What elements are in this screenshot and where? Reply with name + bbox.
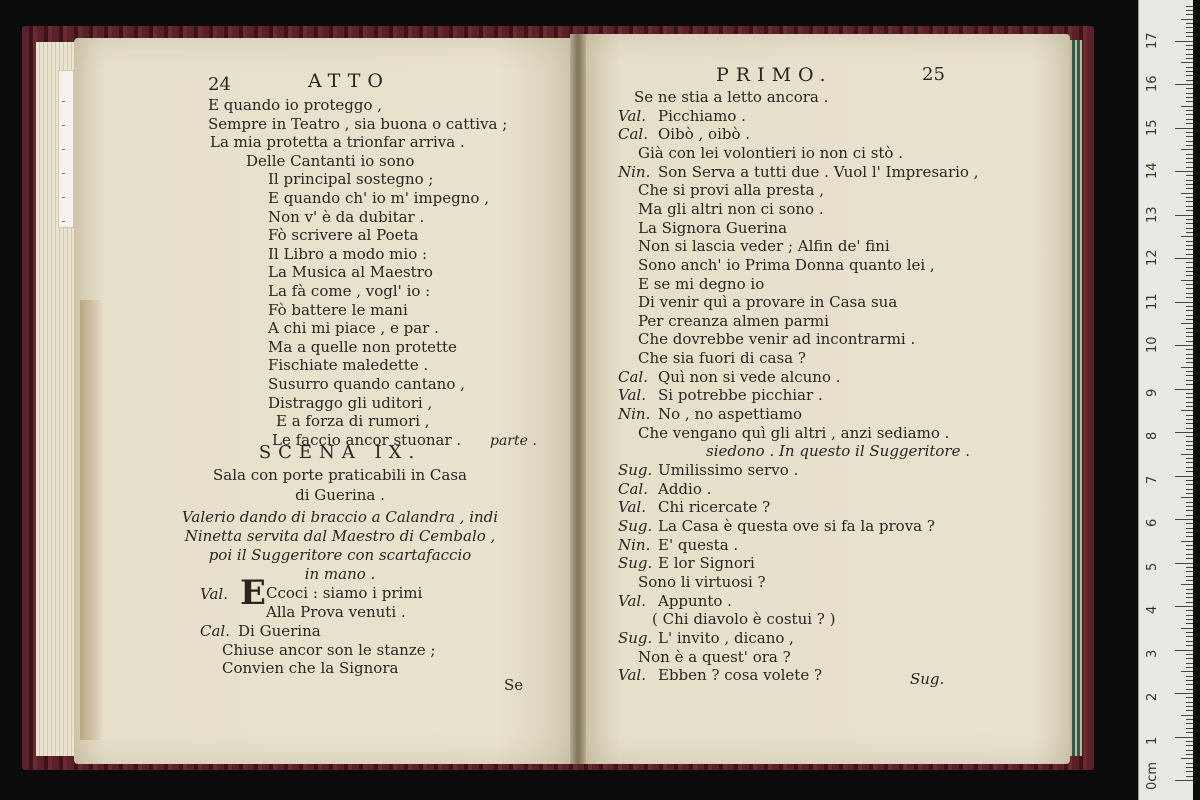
ruler-tick (1181, 367, 1193, 368)
ruler-tick (1186, 462, 1193, 463)
ruler-tick (1175, 171, 1193, 172)
ruler-tick (1186, 667, 1193, 668)
ruler-tick (1186, 32, 1193, 33)
ruler-tick (1186, 119, 1193, 120)
ruler-tick (1181, 715, 1193, 716)
ruler-tick (1186, 745, 1193, 746)
ruler-tick (1186, 767, 1193, 768)
foxing-stain (80, 300, 104, 740)
ruler-tick (1181, 410, 1193, 411)
dialogue-line: E se mi degno io (638, 274, 765, 293)
strip-tick (62, 197, 65, 198)
dialogue-line: Per creanza almen parmi (638, 311, 829, 330)
ruler-tick (1186, 315, 1193, 316)
ruler-tick (1181, 323, 1193, 324)
ruler-tick (1186, 97, 1193, 98)
dialogue-line: Ma gli altri non ci sono . (638, 199, 824, 218)
verse-line: Le faccio ancor stuonar . (272, 430, 462, 449)
ruler-tick (1186, 384, 1193, 385)
ruler-tick (1186, 510, 1193, 511)
verse-line: A chi mi piace , e par . (268, 319, 439, 338)
ruler-tick (1186, 484, 1193, 485)
dialogue-line: La Signora Guerina (638, 218, 788, 237)
dialogue-line: Son Serva a tutti due . Vuol l' Impresario , (658, 162, 979, 181)
ruler-tick (1175, 41, 1193, 42)
ruler-tick (1186, 480, 1193, 481)
stage-direction: Valerio dando di braccio a Calandra , indi (181, 508, 499, 526)
ruler-tick (1186, 471, 1193, 472)
dialogue-line: No , no aspettiamo (658, 405, 803, 424)
ruler-tick (1186, 493, 1193, 494)
verse-line: Susurro quando cantano , (268, 375, 465, 393)
ruler-tick (1181, 454, 1193, 455)
dialogue-line: Si potrebbe picchiar . (658, 386, 823, 405)
dialogue-line: Ebben ? cosa volete ? (658, 666, 823, 685)
verse-line: Ma a quelle non protette (268, 337, 457, 356)
ruler-tick (1186, 580, 1193, 581)
ruler-tick (1186, 545, 1193, 546)
verse-line: Il Libro a modo mio : (268, 244, 428, 263)
ruler-tick (1186, 6, 1193, 7)
ruler-tick (1186, 228, 1193, 229)
ruler-tick (1186, 719, 1193, 720)
verse-line: La Musica al Maestro (268, 263, 433, 282)
ruler-tick (1186, 75, 1193, 76)
ruler-tick (1186, 354, 1193, 355)
speaker-label: Cal. (618, 367, 648, 386)
running-head: PRIMO. (716, 64, 833, 86)
ruler-tick (1186, 158, 1193, 159)
ruler-tick (1186, 654, 1193, 655)
ruler-tick (1175, 650, 1193, 651)
speaker-label: Nin. (618, 405, 651, 424)
dialogue-line: Non è a quest' ora ? (638, 647, 791, 666)
dialogue-line: Che dovrebbe venir ad incontrarmi . (638, 330, 916, 349)
ruler-tick (1186, 362, 1193, 363)
dialogue-line: Umilissimo servo . (658, 461, 799, 479)
strip-tick (62, 221, 65, 222)
ruler-tick (1186, 49, 1193, 50)
dialogue-line: Se ne stia a letto ancora . (634, 88, 829, 106)
ruler-tick (1186, 576, 1193, 577)
ruler-tick (1186, 110, 1193, 111)
ruler-tick (1186, 502, 1193, 503)
verse-line: Distraggo gli uditori , (268, 393, 433, 412)
ruler-tick (1186, 623, 1193, 624)
ruler-tick (1186, 136, 1193, 137)
ruler-tick (1175, 476, 1193, 477)
ruler-tick (1186, 741, 1193, 742)
ruler-tick (1186, 254, 1193, 255)
ruler-label: 8 (1145, 431, 1160, 440)
ruler-tick (1186, 597, 1193, 598)
ruler-tick (1181, 584, 1193, 585)
ruler-tick (1186, 593, 1193, 594)
ruler-tick (1186, 467, 1193, 468)
verse-line: E quando ch' io m' impegno , (268, 189, 489, 207)
ruler-tick (1186, 336, 1193, 337)
ruler-tick (1186, 23, 1193, 24)
ruler-tick (1186, 676, 1193, 677)
ruler-label: 4 (1145, 605, 1160, 614)
catchword: Sug. (910, 670, 945, 688)
ruler-tick (1186, 132, 1193, 133)
ruler-tick (1186, 436, 1193, 437)
verse-line: E a forza di rumori , (276, 412, 430, 431)
speaker-label: Val. (618, 386, 646, 405)
ruler-label: 7 (1145, 475, 1160, 484)
ruler-label: 17 (1145, 31, 1160, 49)
ruler-tick (1186, 393, 1193, 394)
ruler-tick (1186, 101, 1193, 102)
scene-setting: Sala con porte praticabili in Casa (213, 466, 467, 484)
dialogue-line: Ccoci : siamo i primi (266, 584, 423, 602)
ruler-label: 9 (1145, 388, 1160, 397)
ruler-tick (1186, 419, 1193, 420)
ruler-label: 12 (1145, 249, 1160, 266)
ruler-tick (1186, 645, 1193, 646)
ruler-tick (1186, 88, 1193, 89)
speaker-label: Val. (618, 498, 646, 517)
ruler-tick (1175, 693, 1193, 694)
ruler-tick (1186, 706, 1193, 707)
ruler-tick (1186, 710, 1193, 711)
ruler-tick (1186, 415, 1193, 416)
ruler-tick (1175, 302, 1193, 303)
ruler-tick (1186, 141, 1193, 142)
ruler-tick (1186, 663, 1193, 664)
verse-line: E quando io proteggo , (208, 96, 383, 114)
ruler-tick (1181, 62, 1193, 63)
ruler-tick (1181, 106, 1193, 107)
ruler-tick (1175, 128, 1193, 129)
ruler-tick (1175, 780, 1193, 781)
ruler-label: 1 (1145, 736, 1160, 745)
ruler-tick (1175, 563, 1193, 564)
ruler-tick (1181, 671, 1193, 672)
ruler-tick (1186, 406, 1193, 407)
ruler-tick (1186, 441, 1193, 442)
verse-line: Fò battere le mani (268, 300, 408, 319)
dialogue-line: E lor Signori (658, 554, 755, 573)
ruler-tick (1175, 389, 1193, 390)
ruler-tick (1186, 728, 1193, 729)
strip-tick (62, 173, 65, 174)
ruler-tick (1186, 80, 1193, 81)
book-gutter (570, 34, 586, 764)
ruler-tick (1186, 262, 1193, 263)
ruler-tick (1186, 249, 1193, 250)
ruler-tick (1186, 188, 1193, 189)
ruler-label: 2 (1145, 692, 1160, 701)
ruler-tick (1186, 180, 1193, 181)
dialogue-line: La Casa è questa ove si fa la prova ? (658, 516, 935, 535)
dialogue-line: Addio . (658, 479, 712, 498)
ruler-tick (1186, 489, 1193, 490)
ruler-tick (1186, 288, 1193, 289)
ruler-tick (1181, 628, 1193, 629)
ruler-tick (1186, 306, 1193, 307)
verse-line: La mia protetta a trionfar arriva . (210, 133, 465, 152)
ruler-tick (1186, 114, 1193, 115)
ruler-tick (1186, 458, 1193, 459)
ruler-label: 11 (1145, 292, 1160, 310)
stage-direction: poi il Suggeritore con scartafaccio (208, 546, 472, 564)
ruler-tick (1186, 567, 1193, 568)
ruler-tick (1186, 145, 1193, 146)
dialogue-line: Chi ricercate ? (658, 498, 771, 517)
ruler-tick (1186, 332, 1193, 333)
speaker-label: Cal. (618, 479, 648, 498)
ruler-tick (1175, 737, 1193, 738)
ruler-tick (1186, 610, 1193, 611)
page-number: 25 (922, 64, 945, 85)
ruler-tick (1186, 71, 1193, 72)
ruler-tick (1181, 541, 1193, 542)
ruler-tick (1186, 523, 1193, 524)
ruler-tick (1186, 297, 1193, 298)
ruler-tick (1186, 175, 1193, 176)
ruler-tick (1186, 245, 1193, 246)
ruler-tick (1186, 241, 1193, 242)
ruler-tick (1186, 658, 1193, 659)
ruler-tick (1186, 184, 1193, 185)
ruler-tick (1186, 36, 1193, 37)
color-target-strip (58, 70, 74, 228)
ruler-tick (1186, 349, 1193, 350)
verse-line: Il principal sostegno ; (268, 170, 434, 189)
ruler-tick (1186, 680, 1193, 681)
dialogue-line: Oibò , oibò . (658, 125, 751, 144)
ruler-tick (1186, 54, 1193, 55)
ruler-tick (1186, 615, 1193, 616)
speaker-label: Nin. (618, 162, 651, 181)
speaker-label: Val. (618, 106, 646, 125)
verse-line: Delle Cantanti io sono (246, 151, 415, 170)
ruler-tick (1186, 27, 1193, 28)
ruler-tick (1186, 776, 1193, 777)
ruler-tick (1186, 93, 1193, 94)
ruler-tick (1186, 754, 1193, 755)
stage-direction: in mano . (304, 565, 376, 583)
ruler-tick (1186, 528, 1193, 529)
ruler-tick (1186, 506, 1193, 507)
ruler-label: 14 (1145, 162, 1160, 179)
ruler-tick (1186, 123, 1193, 124)
verse-line: La fà come , vogl' io : (268, 282, 431, 300)
ruler-tick (1186, 771, 1193, 772)
ruler-tick (1186, 371, 1193, 372)
ruler-tick (1186, 589, 1193, 590)
ruler-tick (1181, 19, 1193, 20)
ruler-label: 16 (1145, 75, 1160, 92)
speaker-label: Sug. (618, 461, 653, 479)
strip-tick (62, 125, 65, 126)
ruler-tick (1186, 201, 1193, 202)
dialogue-line: Sono li virtuosi ? (638, 572, 766, 591)
dialogue-line: L' invito , dicano , (658, 628, 794, 647)
verse-line: Fischiate maledette . (268, 356, 429, 375)
strip-tick (62, 101, 65, 102)
ruler-tick (1186, 58, 1193, 59)
ruler-label: 15 (1145, 118, 1160, 136)
ruler-tick (1181, 149, 1193, 150)
dialogue-line: Che vengano quì gli altri , anzi sediamo . (638, 423, 950, 442)
ruler-tick (1181, 236, 1193, 237)
ruler-tick (1175, 258, 1193, 259)
ruler-tick (1175, 519, 1193, 520)
ruler-tick (1186, 554, 1193, 555)
ruler-tick (1186, 328, 1193, 329)
speaker-label: Sug. (618, 516, 653, 535)
scene-setting: di Guerina . (295, 486, 385, 504)
dialogue-line: Sono anch' io Prima Donna quanto lei , (638, 255, 935, 274)
ruler-tick (1186, 702, 1193, 703)
ruler-tick (1186, 515, 1193, 516)
ruler-tick (1175, 345, 1193, 346)
dialogue-line: Di Guerina (238, 622, 321, 640)
ruler-tick (1186, 375, 1193, 376)
running-head: ATTO (308, 70, 390, 92)
dialogue-line: Convien che la Signora (222, 659, 399, 677)
stage-direction: Ninetta servita dal Maestro di Cembalo , (184, 527, 496, 545)
dialogue-line: Che si provi alla presta , (638, 181, 824, 200)
ruler-tick (1186, 210, 1193, 211)
ruler-tick (1186, 750, 1193, 751)
ruler-tick (1186, 636, 1193, 637)
ruler-tick (1186, 723, 1193, 724)
ruler-tick (1186, 532, 1193, 533)
ruler-tick (1186, 310, 1193, 311)
ruler-tick (1181, 280, 1193, 281)
drop-cap: E (240, 573, 266, 613)
verse-line: Fò scrivere al Poeta (268, 226, 419, 245)
speaker-label: Nin. (618, 535, 651, 554)
ruler-tick (1186, 558, 1193, 559)
catchword: Se (504, 676, 524, 694)
strip-tick (62, 149, 65, 150)
dialogue-line: ( Chi diavolo è costui ? ) (652, 610, 836, 629)
stage-direction: siedono . In questo il Suggeritore . (706, 442, 971, 461)
ruler-tick (1186, 732, 1193, 733)
ruler-tick (1186, 549, 1193, 550)
speaker-label: Sug. (618, 628, 653, 647)
speaker-label: Val. (618, 591, 646, 610)
ruler-tick (1186, 154, 1193, 155)
ruler-label: 3 (1145, 649, 1160, 658)
ruler-tick (1186, 697, 1193, 698)
ruler-tick (1186, 223, 1193, 224)
page-number: 24 (208, 74, 231, 95)
verse-line: Non v' è da dubitar . (268, 207, 425, 226)
dialogue-line: Appunto . (658, 591, 732, 610)
ruler-tick (1175, 215, 1193, 216)
stage-direction-exit: parte . (490, 432, 537, 449)
ruler-tick (1186, 341, 1193, 342)
ruler-tick (1175, 606, 1193, 607)
speaker-label: Sug. (618, 554, 653, 573)
dialogue-line: Quì non si vede alcuno . (658, 367, 841, 386)
ruler-tick (1186, 319, 1193, 320)
dialogue-line: Già con lei volontieri io non ci stò . (638, 143, 903, 162)
speaker-label: Cal. (200, 622, 230, 640)
ruler-tick (1186, 206, 1193, 207)
ruler-tick (1186, 219, 1193, 220)
dialogue-line: Di venir quì a provare in Casa sua (638, 293, 898, 312)
ruler-tick (1186, 423, 1193, 424)
ruler-tick (1186, 284, 1193, 285)
speaker-label: Cal. (618, 125, 648, 144)
ruler-label: 10 (1145, 336, 1160, 353)
ruler-tick (1186, 536, 1193, 537)
ruler-tick (1186, 162, 1193, 163)
ruler-label: 6 (1145, 518, 1160, 527)
ruler-tick (1181, 193, 1193, 194)
ruler-tick (1181, 497, 1193, 498)
ruler-tick (1186, 402, 1193, 403)
speaker-label: Val. (200, 585, 228, 603)
ruler-tick (1186, 397, 1193, 398)
ruler-tick (1186, 275, 1193, 276)
ruler-tick (1175, 84, 1193, 85)
ruler-tick (1186, 293, 1193, 294)
dialogue-line: Alla Prova venuti . (266, 603, 406, 621)
ruler-tick (1186, 632, 1193, 633)
verse-line: Sempre in Teatro , sia buona o cattiva ; (208, 114, 508, 133)
ruler-tick (1186, 232, 1193, 233)
dialogue-line: Picchiamo . (658, 106, 746, 125)
ruler-tick (1186, 10, 1193, 11)
ruler-tick (1186, 358, 1193, 359)
speaker-label: Val. (618, 666, 646, 685)
ruler-tick (1186, 14, 1193, 15)
dialogue-line: Chiuse ancor son le stanze ; (222, 641, 436, 659)
ruler-tick (1186, 67, 1193, 68)
dialogue-line: Che sia fuori di casa ? (638, 349, 806, 368)
ruler-tick (1186, 689, 1193, 690)
ruler-label: 13 (1145, 205, 1160, 223)
ruler-label: 0cm (1145, 761, 1160, 790)
ruler-tick (1186, 449, 1193, 450)
ruler-tick (1186, 380, 1193, 381)
ruler-tick (1175, 432, 1193, 433)
ruler-tick (1186, 445, 1193, 446)
ruler-tick (1181, 758, 1193, 759)
ruler-tick (1186, 684, 1193, 685)
ruler-tick (1186, 271, 1193, 272)
ruler-tick (1186, 619, 1193, 620)
dialogue-line: E' questa . (658, 535, 739, 554)
ruler-tick (1186, 428, 1193, 429)
ruler-tick (1186, 571, 1193, 572)
ruler-label: 5 (1145, 562, 1160, 571)
ruler-tick (1186, 167, 1193, 168)
ruler-tick (1186, 641, 1193, 642)
scene-heading: SCENA IX. (258, 442, 422, 463)
ruler-tick (1186, 267, 1193, 268)
ruler-tick (1186, 197, 1193, 198)
dialogue-line: Non si lascia veder ; Alfin de' fini (638, 237, 890, 256)
ruler-tick (1186, 602, 1193, 603)
ruler-tick (1186, 763, 1193, 764)
measuring-ruler (1138, 0, 1193, 800)
ruler-tick (1186, 45, 1193, 46)
